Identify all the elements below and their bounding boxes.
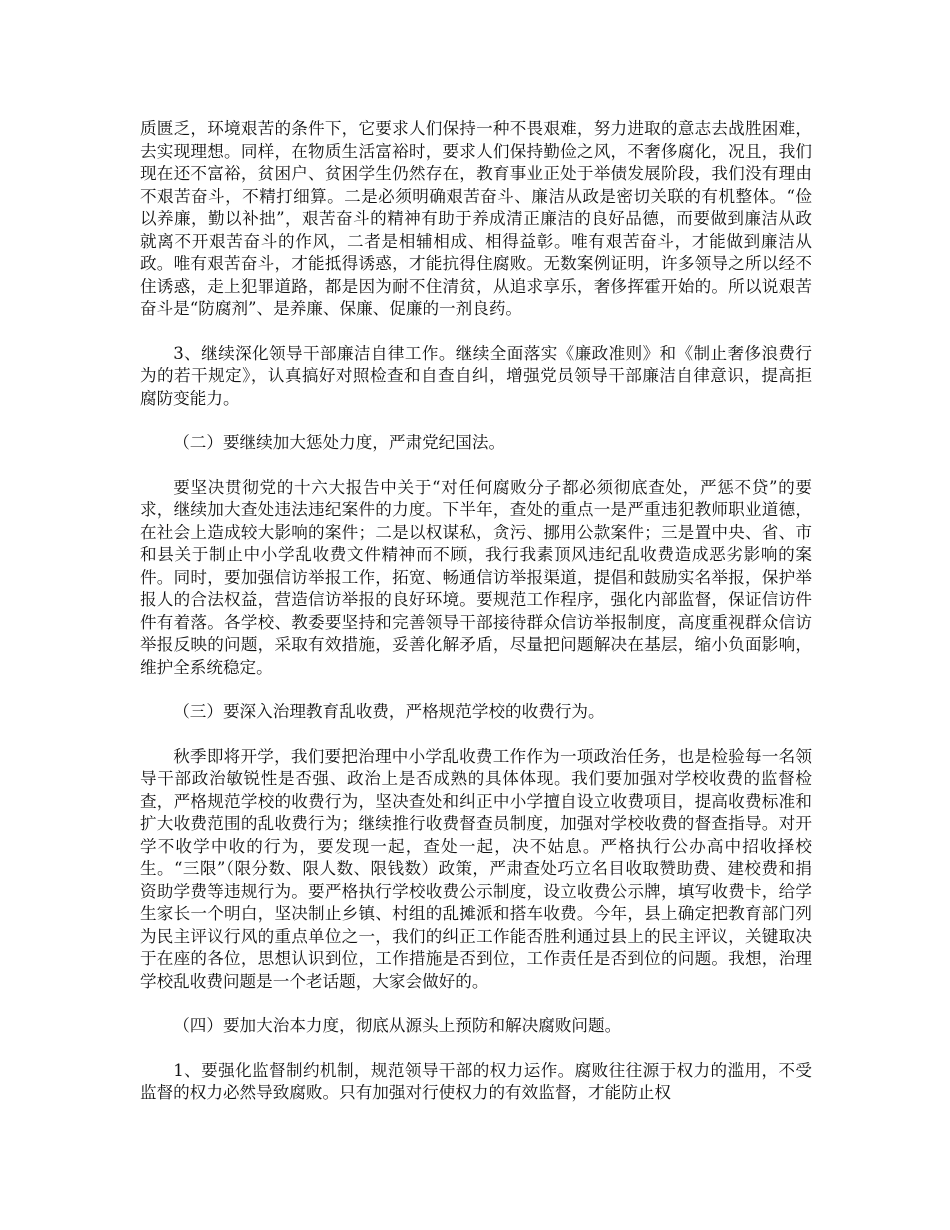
section-heading-2: （二）要继续加大惩处力度，严肃党纪国法。	[173, 433, 506, 452]
paragraph-section-2-body: 要坚决贯彻党的十六大报告中关于“对任何腐败分子都必须彻底查处，严惩不贷”的要求，继续加大查处违法违纪案件的力度。下半年，查处的重点一是严重违犯教师职业道德，在社会上造成较大影响的案件；二是以权谋私，贪污、挪用公款案件；三是置中央、省、市和县关于制止中小学乱收费文件精神而不顾，我行我素顶风违纪乱收费造成恶劣影响的案件。同时，要加强信访举报工作，拓宽、畅通信访举报渠道，提倡和鼓励实名举报，保护举报人的合法权益，营造信访举报的良好环境。要规范工作程序，强化内部监督，保证信访件件有着落。各学校、教委要坚持和完善领导干部接待群众信访举报制度，高度重视群众信访举报反映的问题，采取有效措施，妥善化解矛盾，尽量把问题解决在基层，缩小负面影响，维护全系统稳定。	[140, 477, 812, 677]
section-heading-4: （四）要加大治本力度，彻底从源头上预防和解决腐败问题。	[173, 1016, 622, 1035]
paragraph-item-3: 3、继续深化领导干部廉洁自律工作。继续全面落实《廉政准则》和《制止奢侈浪费行为的若干规定》，认真搞好对照检查和自查自纠，增强党员领导干部廉洁自律意识，提高拒腐防变能力。	[140, 343, 812, 408]
paragraph-section-3-body: 秋季即将开学，我们要把治理中小学乱收费工作作为一项政治任务，也是检验每一名领导干部政治敏锐性是否强、政治上是否成熟的具体体现。我们要加强对学校收费的监督检查，严格规范学校的收费行为，坚决查处和纠正中小学擅自设立收费项目，提高收费标准和扩大收费范围的乱收费行为；继续推行收费督查员制度，加强对学校收费的督查指导。对开学不收学中收的行为，要发现一起，查处一起，决不姑息。严格执行公办高中招收择校生。“三限”（限分数、限人数、限钱数）政策，严肃查处巧立名目收取赞助费、建校费和捐资助学费等违规行为。要严格执行学校收费公示制度，设立收费公示牌，填写收费卡，给学生家长一个明白，坚决制止乡镇、村组的乱摊派和搭车收费。今年，县上确定把教育部门列为民主评议行风的重点单位之一，我们的纠正工作能否胜利通过县上的民主评议，关键取决于在座的各位，思想认识到位，工作措施是否到位，工作责任是否到位的问题。我想，治理学校乱收费问题是一个老话题，大家会做好的。	[140, 746, 812, 991]
paragraph-continuation: 质匮乏，环境艰苦的条件下，它要求人们保持一种不畏艰难，努力进取的意志去战胜困难，去实现理想。同样，在物质生活富裕时，要求人们保持勤俭之风，不奢侈腐化，况且，我们现在还不富裕，贫困户、贫困学生仍然存在，教育事业正处于举债发展阶段，我们没有理由不艰苦奋斗，不精打细算。二是必须明确艰苦奋斗、廉洁从政是密切关联的有机整体。“俭以养廉，勤以补拙”，艰苦奋斗的精神有助于养成清正廉洁的良好品德，而要做到廉洁从政就离不开艰苦奋斗的作风，二者是相辅相成、相得益彰。唯有艰苦奋斗，才能做到廉洁从政。唯有艰苦奋斗，才能抵得诱惑，才能抗得住腐败。无数案例证明，许多领导之所以经不住诱惑，走上犯罪道路，都是因为耐不住清贫，从追求享乐，奢侈挥霍开始的。所以说艰苦奋斗是“防腐剂”、是养廉、保廉、促廉的一剂良药。	[140, 119, 812, 318]
paragraph-item-1: 1、要强化监督制约机制，规范领导干部的权力运作。腐败往往源于权力的滥用，不受监督的权力必然导致腐败。只有加强对行使权力的有效监督，才能防止权	[140, 1060, 812, 1102]
section-heading-3: （三）要深入治理教育乱收费，严格规范学校的收费行为。	[173, 702, 605, 721]
document-page	[140, 118, 812, 1105]
